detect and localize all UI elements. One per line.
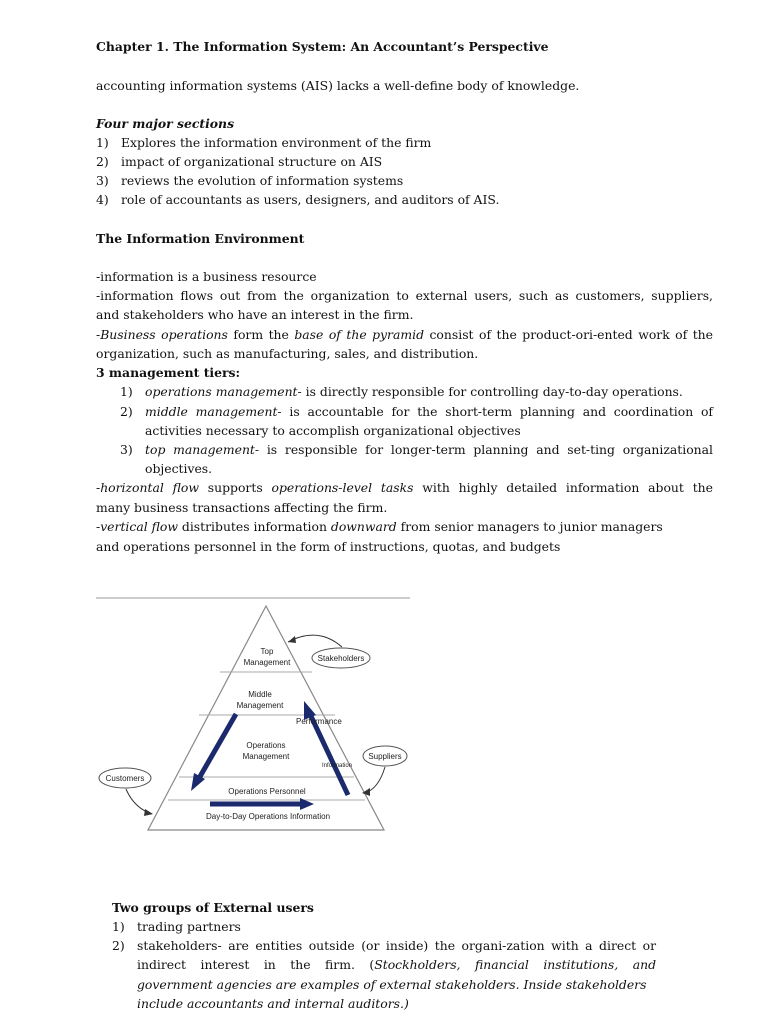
customers-connector <box>126 789 152 814</box>
list-item: Explores the information environment of the firm <box>121 135 432 150</box>
connector-arrowhead-icon <box>144 809 153 816</box>
info-env-p3-line2: organization, such as manufacturing, sales, and distribution. <box>96 346 479 361</box>
external-item-trading: trading partners <box>137 919 241 934</box>
information-label: Information <box>322 763 353 769</box>
external-item-stakeholders-line1: stakeholders- are entities outside (or inside) the organi-zation with a direct or <box>137 938 656 953</box>
external-item-stakeholders-line4: include accountants and internal auditors.) <box>137 996 409 1011</box>
tier-operations: operations management- is directly responsible for controlling day-to-day operations. <box>145 384 683 399</box>
tier-middle-line1: middle management- is accountable for the short-term planning and coordination of <box>145 404 713 419</box>
external-item-stakeholders-line2: indirect interest in the firm. (Stockholders, financial institutions, and <box>137 957 656 972</box>
list-number: 2) <box>112 938 125 953</box>
tier-label-middle-1: Middle <box>248 690 272 699</box>
tier-label-personnel: Operations Personnel <box>228 787 306 796</box>
intro-paragraph: accounting information systems (AIS) lacks a well-define body of knowledge. <box>96 78 580 93</box>
tier-label-operations-2: Management <box>242 752 290 761</box>
list-number: 2) <box>96 154 109 169</box>
horizontal-flow-line1: -horizontal flow supports operations-level tasks with highly detailed information about the <box>96 480 713 495</box>
horizontal-flow-line2: many business transactions affecting the firm. <box>96 500 388 515</box>
day-to-day-label: Day-to-Day Operations Information <box>205 812 331 821</box>
stakeholders-connector <box>288 635 342 647</box>
list-number: 1) <box>112 919 125 934</box>
list-item: impact of organizational structure on AIS <box>121 154 383 169</box>
info-env-p2-line1: -information flows out from the organization to external users, such as customers, suppliers, <box>96 288 713 303</box>
list-number: 2) <box>120 404 133 419</box>
chapter-title: Chapter 1. The Information System: An Accountant’s Perspective <box>96 39 549 54</box>
vertical-flow-line1: -vertical flow distributes information downward from senior managers to junior managers <box>96 519 663 534</box>
info-env-p3-line1: -Business operations form the base of the pyramid consist of the product-ori-ented work of the <box>96 327 713 342</box>
tier-label-middle-2: Management <box>236 701 284 710</box>
tier-label-top-1: Top <box>260 647 274 656</box>
pyramid-outline <box>148 606 384 830</box>
tier-label-top-2: Management <box>243 658 291 667</box>
list-number: 1) <box>120 384 133 399</box>
customers-label: Customers <box>105 774 145 783</box>
performance-label: Performance <box>296 717 342 726</box>
list-item: role of accountants as users, designers, and auditors of AIS. <box>121 192 500 207</box>
tier-middle-line2: activities necessary to accomplish organizational objectives <box>145 423 521 438</box>
list-number: 1) <box>96 135 109 150</box>
list-number: 3) <box>120 442 133 457</box>
suppliers-connector <box>364 767 385 793</box>
info-environment-heading: The Information Environment <box>96 231 305 246</box>
information-pyramid-diagram <box>92 590 414 840</box>
tiers-heading: 3 management tiers: <box>96 365 241 380</box>
info-env-p1: -information is a business resource <box>96 269 317 284</box>
external-item-stakeholders-line3: government agencies are examples of external stakeholders. Inside stakeholders <box>137 977 647 992</box>
list-item: reviews the evolution of information systems <box>121 173 404 188</box>
connector-arrowhead-icon <box>288 636 296 643</box>
four-sections-heading: Four major sections <box>96 116 235 131</box>
list-number: 3) <box>96 173 109 188</box>
external-users-heading: Two groups of External users <box>112 900 314 915</box>
vertical-flow-line2: and operations personnel in the form of instructions, quotas, and budgets <box>96 539 561 554</box>
tier-top-line1: top management- is responsible for longer-term planning and set-ting organizational <box>145 442 713 457</box>
tier-label-operations-1: Operations <box>246 741 286 750</box>
tier-top-line2: objectives. <box>145 461 213 476</box>
stakeholders-label: Stakeholders <box>317 654 365 663</box>
info-env-p2-line2: and stakeholders who have an interest in the firm. <box>96 307 414 322</box>
list-number: 4) <box>96 192 109 207</box>
suppliers-label: Suppliers <box>368 752 402 761</box>
